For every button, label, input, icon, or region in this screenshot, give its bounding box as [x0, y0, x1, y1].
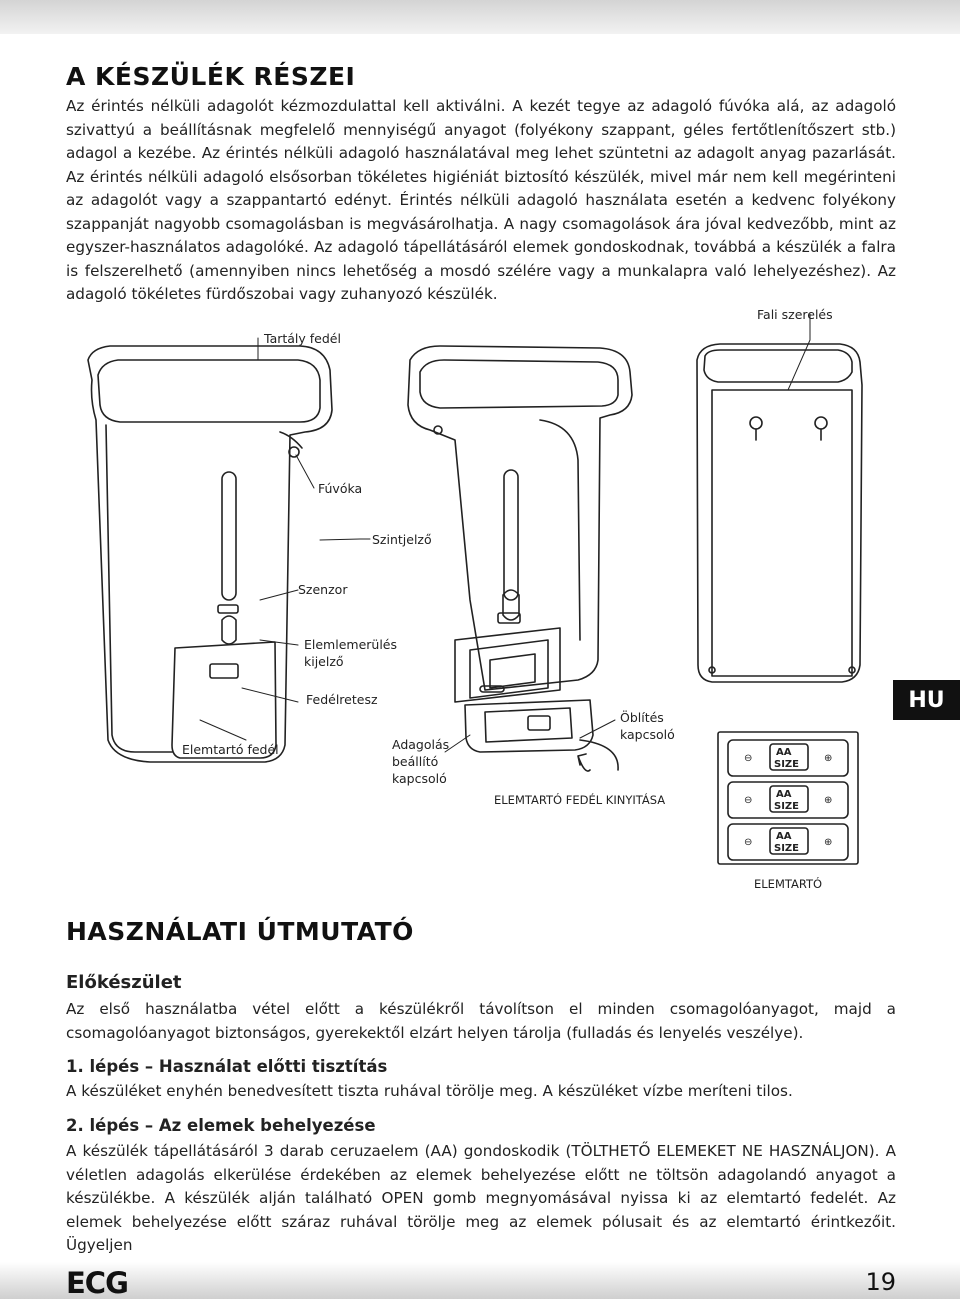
svg-text:⊕: ⊕: [824, 795, 833, 806]
label-nozzle: Fúvóka: [318, 481, 363, 496]
front-dispenser-drawing: [88, 346, 332, 762]
aa-label-3: AA: [776, 831, 792, 842]
label-front-plate: Fedélretesz: [306, 692, 378, 707]
aa-label-1: AA: [776, 747, 792, 758]
svg-text:⊖: ⊖: [744, 837, 753, 848]
brand-logo: ECG: [66, 1266, 128, 1300]
step1-title: 1. lépés – Használat előtti tisztítás: [66, 1057, 388, 1076]
wall-mount-drawing: [697, 344, 862, 682]
label-dosing-switch: [392, 736, 449, 787]
label-dosing-line2: beállító: [392, 754, 439, 769]
size-label-2: SIZE: [774, 801, 800, 812]
label-dosing-line3: kapcsoló: [392, 771, 447, 786]
label-rinse-switch: [620, 709, 675, 743]
subtitle-preparation: Előkészület: [66, 972, 182, 993]
intro-paragraph: Az érintés nélküli adagolót kézmozdulattal kell aktiválni. A kezét tegye az adagoló fúvóka alá, az adagoló szivattyú a beállításnak megfelelő mennyiségű anyagot (folyékony szappant, géles fertőtlenítőszert stb.) adagol a kezébe. Az érintés nélküli adagoló használatával meg lehet szüntetni az adagolt anyag pazarlását. Az érintés nélküli adagoló elsősorban tökéletes higiéniát biztosító készülék, mivel már nem kell megérinteni az adagolót vagy a szappantartó edényt. Érintés nélküli adagoló használata esetén a kedvenc folyékony szappanját nagyobb csomagolásban is megvásárolhatja. A nagy csomagolások ára jóval kedvezőbb, mint az egyszer-használatos adagolóké. Az adagoló tápellátásáról elemek gondoskodnak, továbbá a készülék a falra is felszerelhető (amennyiben nincs lehetőség a mosdó szélére vagy a munkalapra való lehelyezéshez). Az adagoló tökéletes fürdőszobai vagy zuhanyozó készülék.: [66, 97, 896, 303]
preparation-paragraph: Az első használatba vétel előtt a készülékről távolítson el minden csomagolóanyagot, majd a csomagolóanyagot biztonságos, gyerekektől elzárt helyen tárolja (fulladás és lenyelés veszélye).: [66, 1000, 896, 1042]
svg-text:⊖: ⊖: [744, 753, 753, 764]
label-rinse-line2: kapcsoló: [620, 727, 675, 742]
section-title-parts: A KÉSZÜLÉK RÉSZEI: [66, 62, 356, 91]
section-title-instructions: HASZNÁLATI ÚTMUTATÓ: [66, 917, 414, 946]
label-battery-indicator-line1: Elemlemerülés: [304, 637, 398, 652]
device-illustration: [0, 300, 960, 900]
label-open-cover: ELEMTARTÓ FEDÉL KINYITÁSA: [494, 793, 666, 807]
svg-text:⊕: ⊕: [824, 753, 833, 764]
label-battery-cover: Elemtartó fedél: [182, 742, 279, 757]
label-dosing-line1: Adagolás: [392, 737, 450, 752]
svg-text:⊕: ⊕: [824, 837, 833, 848]
label-wall-mount: Fali szerelés: [757, 307, 833, 322]
page-number: 19: [865, 1268, 896, 1296]
language-tab: HU: [893, 680, 960, 720]
label-battery-indicator-line2: kijelző: [304, 654, 344, 669]
label-sensor: Szenzor: [298, 582, 348, 597]
label-rinse-line1: Öblítés: [620, 710, 664, 725]
step1-paragraph: A készüléket enyhén benedvesített tiszta ruhával törölje meg. A készüléket vízbe meríteni tilos.: [66, 1082, 793, 1100]
size-label-3: SIZE: [774, 843, 800, 854]
step2-title: 2. lépés – Az elemek behelyezése: [66, 1116, 376, 1135]
aa-label-2: AA: [776, 789, 792, 800]
size-label-1: SIZE: [774, 759, 800, 770]
open-dispenser-drawing: [408, 346, 632, 771]
device-figure: [0, 300, 960, 900]
svg-text:⊖: ⊖: [744, 795, 753, 806]
label-battery-holder: ELEMTARTÓ: [754, 877, 823, 891]
footer-bar: [0, 1262, 960, 1299]
label-tank-lid: Tartály fedél: [264, 331, 341, 346]
step2-paragraph: A készülék tápellátásáról 3 darab ceruzaelem (AA) gondoskodik (TÖLTHETŐ ELEMEKET NE HASZNÁLJON). A véletlen adagolás elkerülése érdekében az elemek behelyezése előtt ne töltsön adagolandó anyagot a készülékbe. A készülék alján található OPEN gomb megnyomásával nyissa ki az elemtartó fedelét. Az elemek behelyezése előtt száraz ruhával törölje meg az elemek pólusait és az elemtartó érintkezőit. Ügyeljen: [66, 1142, 896, 1254]
label-battery-indicator: [304, 636, 397, 670]
label-level-indicator: Szintjelző: [372, 532, 432, 547]
header-bar: [0, 0, 960, 34]
